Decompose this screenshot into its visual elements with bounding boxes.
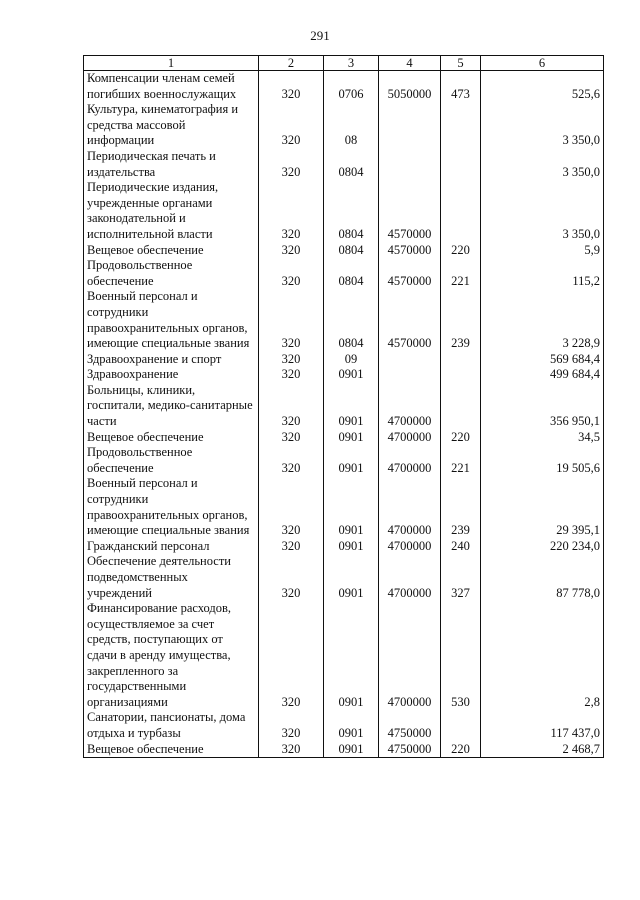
ministry-code: 320 — [259, 601, 324, 710]
amount: 499 684,4 — [481, 367, 604, 383]
section-code: 0804 — [324, 258, 379, 289]
amount: 3 350,0 — [481, 102, 604, 149]
expense-type-code: 473 — [441, 71, 481, 103]
expense-type-code — [441, 180, 481, 242]
table-row — [84, 539, 604, 555]
item-name: Периодические издания, учрежденные органами законодательной и исполнительной власти — [84, 180, 259, 242]
expense-type-code — [441, 102, 481, 149]
column-header: 6 — [481, 56, 604, 71]
expense-type-code: 530 — [441, 601, 481, 710]
amount: 3 350,0 — [481, 180, 604, 242]
section-code: 0804 — [324, 149, 379, 180]
section-code: 09 — [324, 352, 379, 368]
amount: 220 234,0 — [481, 539, 604, 555]
ministry-code: 320 — [259, 539, 324, 555]
table-row — [84, 383, 604, 430]
section-code: 0901 — [324, 383, 379, 430]
target-code — [379, 149, 441, 180]
table-row — [84, 71, 604, 103]
ministry-code: 320 — [259, 430, 324, 446]
item-name: Гражданский персонал — [84, 539, 259, 555]
amount: 3 228,9 — [481, 289, 604, 351]
table-row — [84, 445, 604, 476]
expense-type-code — [441, 383, 481, 430]
item-name: Вещевое обеспечение — [84, 243, 259, 259]
expense-type-code: 240 — [441, 539, 481, 555]
target-code: 4700000 — [379, 430, 441, 446]
amount: 525,6 — [481, 71, 604, 103]
amount: 19 505,6 — [481, 445, 604, 476]
ministry-code: 320 — [259, 445, 324, 476]
item-name: Здравоохранение — [84, 367, 259, 383]
ministry-code: 320 — [259, 71, 324, 103]
expense-type-code — [441, 710, 481, 741]
page-number: 291 — [310, 28, 330, 43]
table-row — [84, 476, 604, 538]
amount: 87 778,0 — [481, 554, 604, 601]
item-name: Военный персонал и сотрудники правоохранительных органов, имеющие специальные звания — [84, 289, 259, 351]
target-code — [379, 352, 441, 368]
ministry-code: 320 — [259, 710, 324, 741]
table-row — [84, 430, 604, 446]
item-name: Больницы, клиники, госпитали, медико-санитарные части — [84, 383, 259, 430]
expense-type-code — [441, 367, 481, 383]
section-code: 0901 — [324, 554, 379, 601]
section-code: 0804 — [324, 243, 379, 259]
section-code: 0901 — [324, 539, 379, 555]
target-code: 4700000 — [379, 539, 441, 555]
target-code: 4570000 — [379, 180, 441, 242]
section-code: 08 — [324, 102, 379, 149]
ministry-code: 320 — [259, 102, 324, 149]
table-row — [84, 742, 604, 758]
expense-type-code: 220 — [441, 243, 481, 259]
ministry-code: 320 — [259, 352, 324, 368]
target-code: 4570000 — [379, 289, 441, 351]
column-header: 5 — [441, 56, 481, 71]
table-row — [84, 258, 604, 289]
item-name: Культура, кинематография и средства массовой информации — [84, 102, 259, 149]
item-name: Санатории, пансионаты, дома отдыха и турбазы — [84, 710, 259, 741]
table-row — [84, 367, 604, 383]
amount: 117 437,0 — [481, 710, 604, 741]
amount: 34,5 — [481, 430, 604, 446]
table-row — [84, 289, 604, 351]
table-row — [84, 149, 604, 180]
table-row — [84, 352, 604, 368]
table-body — [84, 71, 604, 758]
amount: 356 950,1 — [481, 383, 604, 430]
ministry-code: 320 — [259, 742, 324, 758]
budget-table — [83, 55, 604, 758]
item-name: Финансирование расходов, осуществляемое за счет средств, поступающих от сдачи в аренду имущества, закрепленного за государственными организациями — [84, 601, 259, 710]
target-code: 4700000 — [379, 445, 441, 476]
amount: 2 468,7 — [481, 742, 604, 758]
ministry-code: 320 — [259, 476, 324, 538]
ministry-code: 320 — [259, 554, 324, 601]
column-header: 1 — [84, 56, 259, 71]
expense-type-code: 220 — [441, 742, 481, 758]
table-row — [84, 102, 604, 149]
target-code — [379, 102, 441, 149]
section-code: 0901 — [324, 445, 379, 476]
target-code: 5050000 — [379, 71, 441, 103]
column-header: 2 — [259, 56, 324, 71]
item-name: Компенсации членам семей погибших военнослужащих — [84, 71, 259, 103]
expense-type-code: 239 — [441, 476, 481, 538]
section-code: 0901 — [324, 367, 379, 383]
ministry-code: 320 — [259, 383, 324, 430]
ministry-code: 320 — [259, 243, 324, 259]
section-code: 0901 — [324, 710, 379, 741]
section-code: 0804 — [324, 289, 379, 351]
column-header: 4 — [379, 56, 441, 71]
amount: 2,8 — [481, 601, 604, 710]
expense-type-code — [441, 352, 481, 368]
item-name: Периодическая печать и издательства — [84, 149, 259, 180]
item-name: Военный персонал и сотрудники правоохранительных органов, имеющие специальные звания — [84, 476, 259, 538]
amount: 29 395,1 — [481, 476, 604, 538]
target-code: 4570000 — [379, 258, 441, 289]
amount: 569 684,4 — [481, 352, 604, 368]
section-code: 0901 — [324, 430, 379, 446]
item-name: Здравоохранение и спорт — [84, 352, 259, 368]
section-code: 0901 — [324, 742, 379, 758]
target-code: 4700000 — [379, 601, 441, 710]
column-header: 3 — [324, 56, 379, 71]
expense-type-code: 221 — [441, 258, 481, 289]
ministry-code: 320 — [259, 180, 324, 242]
item-name: Вещевое обеспечение — [84, 430, 259, 446]
item-name: Продовольственное обеспечение — [84, 445, 259, 476]
table-row — [84, 180, 604, 242]
target-code: 4750000 — [379, 710, 441, 741]
expense-type-code: 221 — [441, 445, 481, 476]
section-code: 0901 — [324, 601, 379, 710]
expense-type-code: 327 — [441, 554, 481, 601]
amount: 5,9 — [481, 243, 604, 259]
ministry-code: 320 — [259, 367, 324, 383]
expense-type-code — [441, 149, 481, 180]
amount: 115,2 — [481, 258, 604, 289]
target-code: 4700000 — [379, 476, 441, 538]
target-code — [379, 367, 441, 383]
item-name: Продовольственное обеспечение — [84, 258, 259, 289]
section-code: 0804 — [324, 180, 379, 242]
table-row — [84, 710, 604, 741]
table-header-row — [84, 56, 604, 71]
expense-type-code: 239 — [441, 289, 481, 351]
section-code: 0901 — [324, 476, 379, 538]
target-code: 4570000 — [379, 243, 441, 259]
item-name: Вещевое обеспечение — [84, 742, 259, 758]
target-code: 4700000 — [379, 554, 441, 601]
amount: 3 350,0 — [481, 149, 604, 180]
ministry-code: 320 — [259, 149, 324, 180]
table-row — [84, 243, 604, 259]
ministry-code: 320 — [259, 289, 324, 351]
table-row — [84, 601, 604, 710]
target-code: 4750000 — [379, 742, 441, 758]
section-code: 0706 — [324, 71, 379, 103]
ministry-code: 320 — [259, 258, 324, 289]
table-row — [84, 554, 604, 601]
item-name: Обеспечение деятельности подведомственных учреждений — [84, 554, 259, 601]
target-code: 4700000 — [379, 383, 441, 430]
expense-type-code: 220 — [441, 430, 481, 446]
